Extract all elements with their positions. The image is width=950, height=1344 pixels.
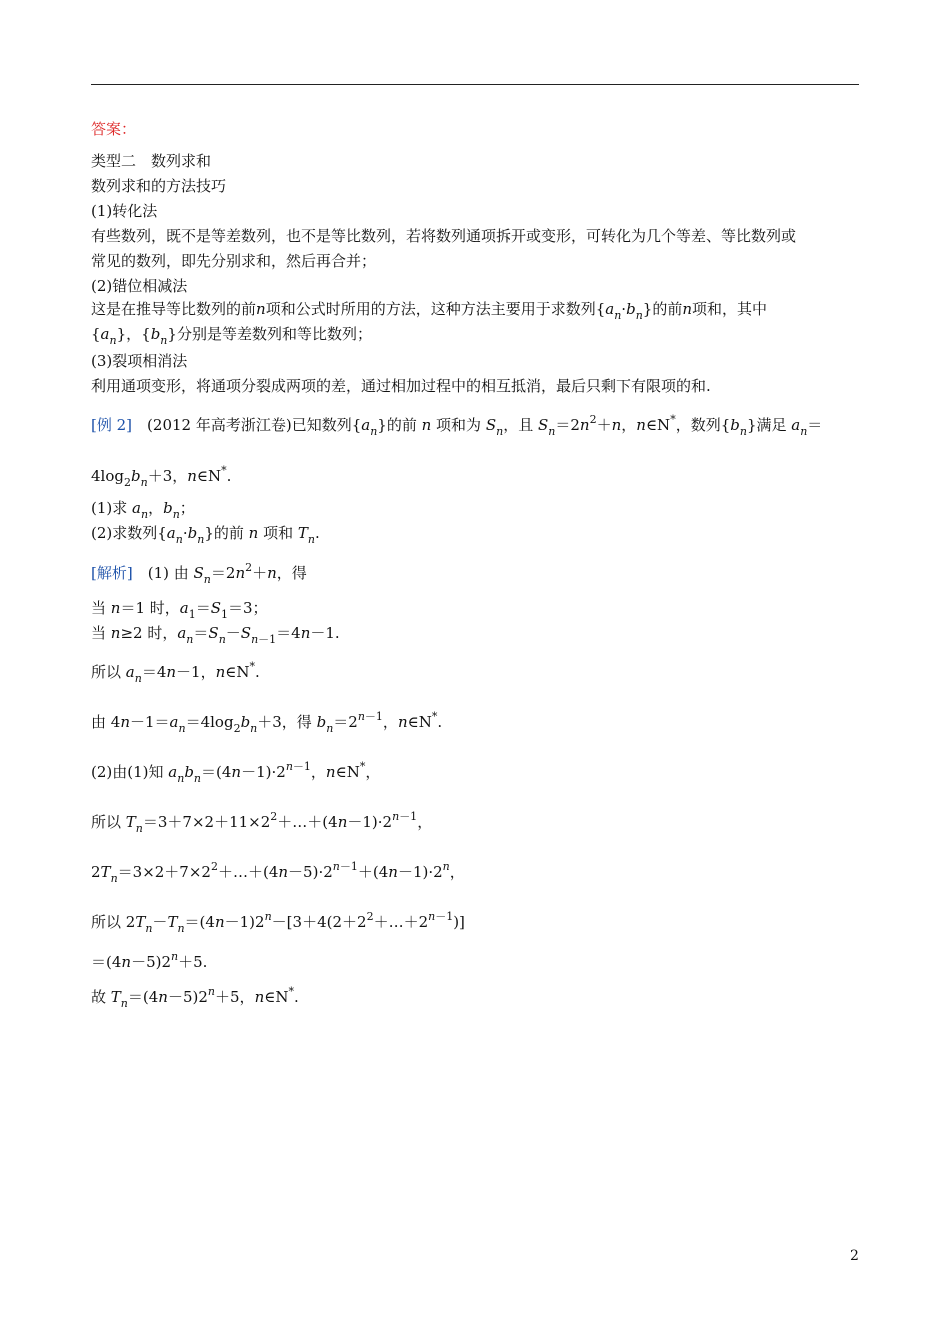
method2-text-1: 这是在推导等比数列的前n项和公式时所用的方法，这种方法主要用于求数列$\{a_n\cdot b_n\}$的前n项和，其中 (91, 300, 768, 322)
example-2-statement: [例 2] (2012 年高考浙江卷)已知数列$\{a_n\}$的前 n 项和为 $S_n$，且 $S_n=2n^2+n$，n∈N*，数列$\{b_n\}$满足 $a_n=$ (91, 413, 823, 438)
solution-final: 故 $T_n=(4n-5)2^n+5$，n∈N*. (91, 985, 299, 1010)
type2-heading: 类型二 数列求和 (91, 152, 212, 170)
solution-start: [解析] (1) 由 $S_n=2n^2+n$，得 (91, 561, 307, 586)
question-2: (2)求数列$\{a_n\cdot b_n\}$的前 n 项和 $T_n$. (91, 524, 320, 546)
method3-text: 利用通项变形，将通项分裂成两项的差，通过相加过程中的相互抵消，最后只剩下有限项的和. (91, 377, 711, 395)
solution-2tn: $2T_n=3\times 2+7\times 2^2+\dots+(4n-5)\cdot 2^{n-1}+(4n-1)\cdot 2^n$， (91, 860, 465, 885)
method1-text-2: 常见的数列，即先分别求和，然后再合并； (91, 252, 377, 270)
method3-title: (3)裂项相消法 (91, 352, 188, 370)
method1-title: (1)转化法 (91, 202, 158, 220)
method2-text-2: $\{a_n\}$，$\{b_n\}$分别是等差数列和等比数列； (91, 325, 372, 347)
example-2-statement-cont: $4\log_2b_n+3$，n∈N*. (91, 464, 232, 489)
page-number: 2 (850, 1248, 859, 1264)
solution-tn: 所以 $T_n=3+7\times 2+11\times 2^2+\dots+(4n-1)\cdot 2^{n-1}$， (91, 810, 433, 835)
method2-title: (2)错位相减法 (91, 277, 188, 295)
solution-diff: 所以 $2T_n-T_n=(4n-1)2^n-[3+4(2+2^2+\dots+2^{n-1})]$ (91, 910, 465, 935)
solution-line-n2: 当 n≥2 时，$a_n=S_n-S_{n-1}=4n-1$. (91, 624, 340, 646)
header-rule (91, 84, 859, 85)
methods-heading: 数列求和的方法技巧 (91, 177, 227, 195)
solution-diff-result: $=(4n-5)2^n+5$. (91, 950, 208, 971)
method1-text-1: 有些数列，既不是等差数列，也不是等比数列，若将数列通项拆开或变形，可转化为几个等差、等比数列或 (91, 227, 797, 245)
solution-part2: (2)由(1)知 $a_nb_n=(4n-1)\cdot 2^{n-1}$，n∈N*， (91, 760, 381, 785)
question-1: (1)求 $a_n$，$b_n$； (91, 499, 195, 521)
solution-line-n1: 当 n＝1 时，$a_1=S_1=3$； (91, 599, 268, 621)
solution-bn: 由 $4n-1=a_n=4\log_2b_n+3$，得 $b_n=2^{n-1}$，n∈N*. (91, 710, 443, 735)
answer-label: 答案： (91, 120, 137, 138)
solution-an: 所以 $a_n=4n-1$，n∈N*. (91, 660, 260, 685)
